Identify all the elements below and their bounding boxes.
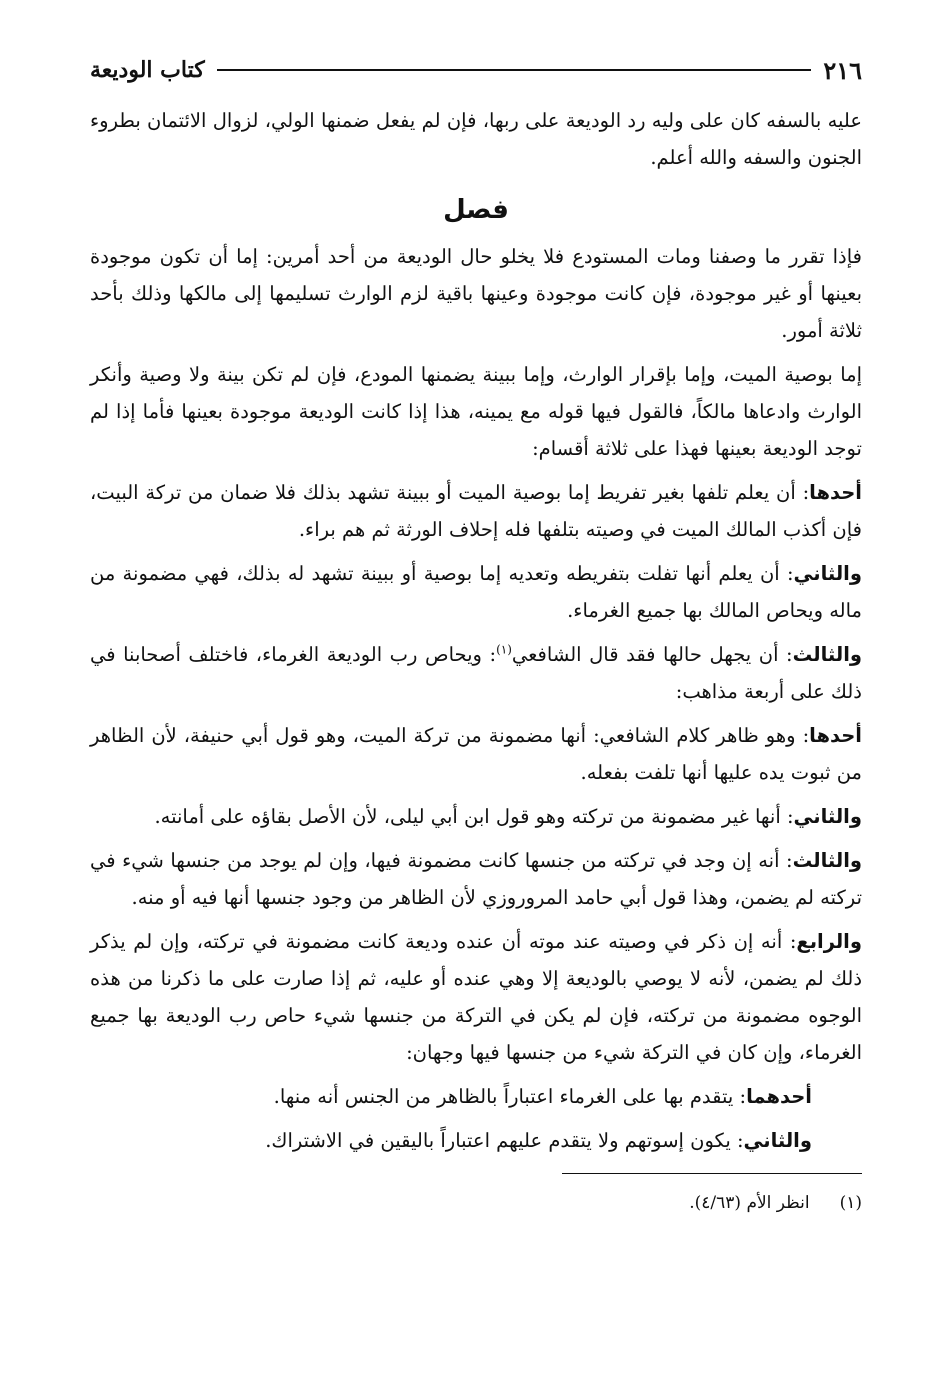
paragraph-text: : أنها غير مضمونة من تركته وهو قول ابن أبي ليلى، لأن الأصل بقاؤه على أمانته. — [154, 805, 794, 828]
header-rule — [217, 69, 812, 71]
paragraph-text: : أن يعلم تلفها بغير تفريط إما بوصية الميت أو ببينة تشهد بذلك فلا ضمان من تركة البيت، فإن أكذب المالك الميت في وصيته بتلفها فله إحلاف الورثة ثم هم براء. — [90, 481, 862, 541]
footnote — [90, 1190, 862, 1216]
paragraph-label: والثاني — [743, 1129, 812, 1152]
paragraph-label: أحدها — [809, 481, 862, 504]
paragraph-1: فإذا تقرر ما وصفنا ومات المستودع فلا يخلو حال الوديعة من أحد أمرين: إما أن تكون موجودة بعينها أو غير موجودة، فإن كانت موجودة وعينها باقية لزم الوارث تسليمها إلى مالكها وذلك بأحد ثلاثة أمور. — [90, 245, 862, 342]
paragraph-text: : أن يعلم أنها تفلت بتفريطه وتعديه إما بوصية أو ببينة تشهد له بذلك، فهي مضمونة من ماله ويحاص المالك بها جميع الغرماء. — [90, 562, 862, 622]
paragraph-5 — [90, 636, 862, 710]
paragraph-label: والثالث — [792, 849, 862, 872]
intro-paragraph: عليه بالسفه كان على وليه رد الوديعة على ربها، فإن لم يفعل ضمنها الولي، لزوال الائتمان بطروء الجنون والسفه والله أعلم. — [90, 109, 862, 169]
book-page — [90, 50, 862, 1216]
paragraph-text: : أنه إن وجد في تركته من جنسها كانت مضمونة فيها، وإن لم يوجد من جنسها شيء في تركته لم يضمن، وهذا قول أبي حامد المروروزي لأن الظاهر من وجود جنسها أنها فيه أو منه. — [90, 849, 862, 909]
paragraph-7 — [90, 798, 862, 835]
footnote-divider — [562, 1173, 862, 1174]
paragraph-label: والرابع — [796, 930, 862, 953]
page-number: ٢١٦ — [823, 55, 862, 85]
paragraph-10 — [90, 1078, 862, 1115]
paragraph-6 — [90, 717, 862, 791]
paragraph-text: : وهو ظاهر كلام الشافعي: أنها مضمونة من تركة الميت، وهو قول أبي حنيفة، لأن الظاهر من ثبوت يده عليها أنها تلفت بفعله. — [90, 724, 862, 784]
page-header — [90, 50, 862, 90]
paragraph-text: : أن يجهل حالها فقد قال الشافعي — [511, 643, 793, 666]
footnote-marker: (١) — [839, 1193, 862, 1213]
paragraph-2: إما بوصية الميت، وإما بإقرار الوارث، وإما ببينة يضمنها المودع، فإن لم تكن بينة ولا وصية وأنكر الوارث وادعاها مالكاً، فالقول فيها قوله مع يمينه، هذا إذا كانت الوديعة موجودة بعينها فأما إذا لم توجد الوديعة بعينها فهذا على ثلاثة أقسام: — [90, 363, 862, 460]
paragraph-text: : يكون إسوتهم ولا يتقدم عليهم اعتباراً باليقين في الاشتراك. — [265, 1129, 744, 1152]
paragraph-label: أحدهما — [746, 1085, 812, 1108]
footnote-reference[interactable]: (١) — [496, 642, 512, 657]
running-title: كتاب الوديعة — [90, 57, 205, 83]
paragraph-9 — [90, 923, 862, 1071]
paragraph-4 — [90, 555, 862, 629]
paragraph-text: : أنه إن ذكر في وصيته عند موته أن عنده وديعة كانت مضمونة في تركته، وإن لم يذكر ذلك لم يضمن، لأنه لا يوصي بالوديعة إلا وهي عنده أو عليه، ثم إذا صارت على ما ذكرنا من هذه الوجوه مضمونة من تركته، فإن لم يكن في التركة من جنسها شيء حاص رب الوديعة بها جميع الغرماء، وإن كان في التركة شيء من جنسها فيها وجهان: — [90, 930, 862, 1064]
paragraph-3 — [90, 474, 862, 548]
paragraph-text-continued: : ويحاص رب الوديعة الغرماء، فاختلف أصحابنا في ذلك على أربعة مذاهب: — [90, 643, 862, 703]
paragraph-text: : يتقدم بها على الغرماء اعتباراً بالظاهر من الجنس أنه منها. — [273, 1085, 747, 1108]
paragraph-label: والثالث — [792, 643, 863, 666]
footnote-text: انظر الأم (٤/٦٣). — [689, 1193, 810, 1213]
paragraph-label: والثاني — [793, 805, 862, 828]
paragraph-8 — [90, 842, 862, 916]
paragraph-label: أحدها — [809, 724, 862, 747]
paragraph-11 — [90, 1122, 862, 1159]
section-heading: فصل — [443, 195, 509, 225]
paragraph-label: والثاني — [793, 562, 862, 585]
